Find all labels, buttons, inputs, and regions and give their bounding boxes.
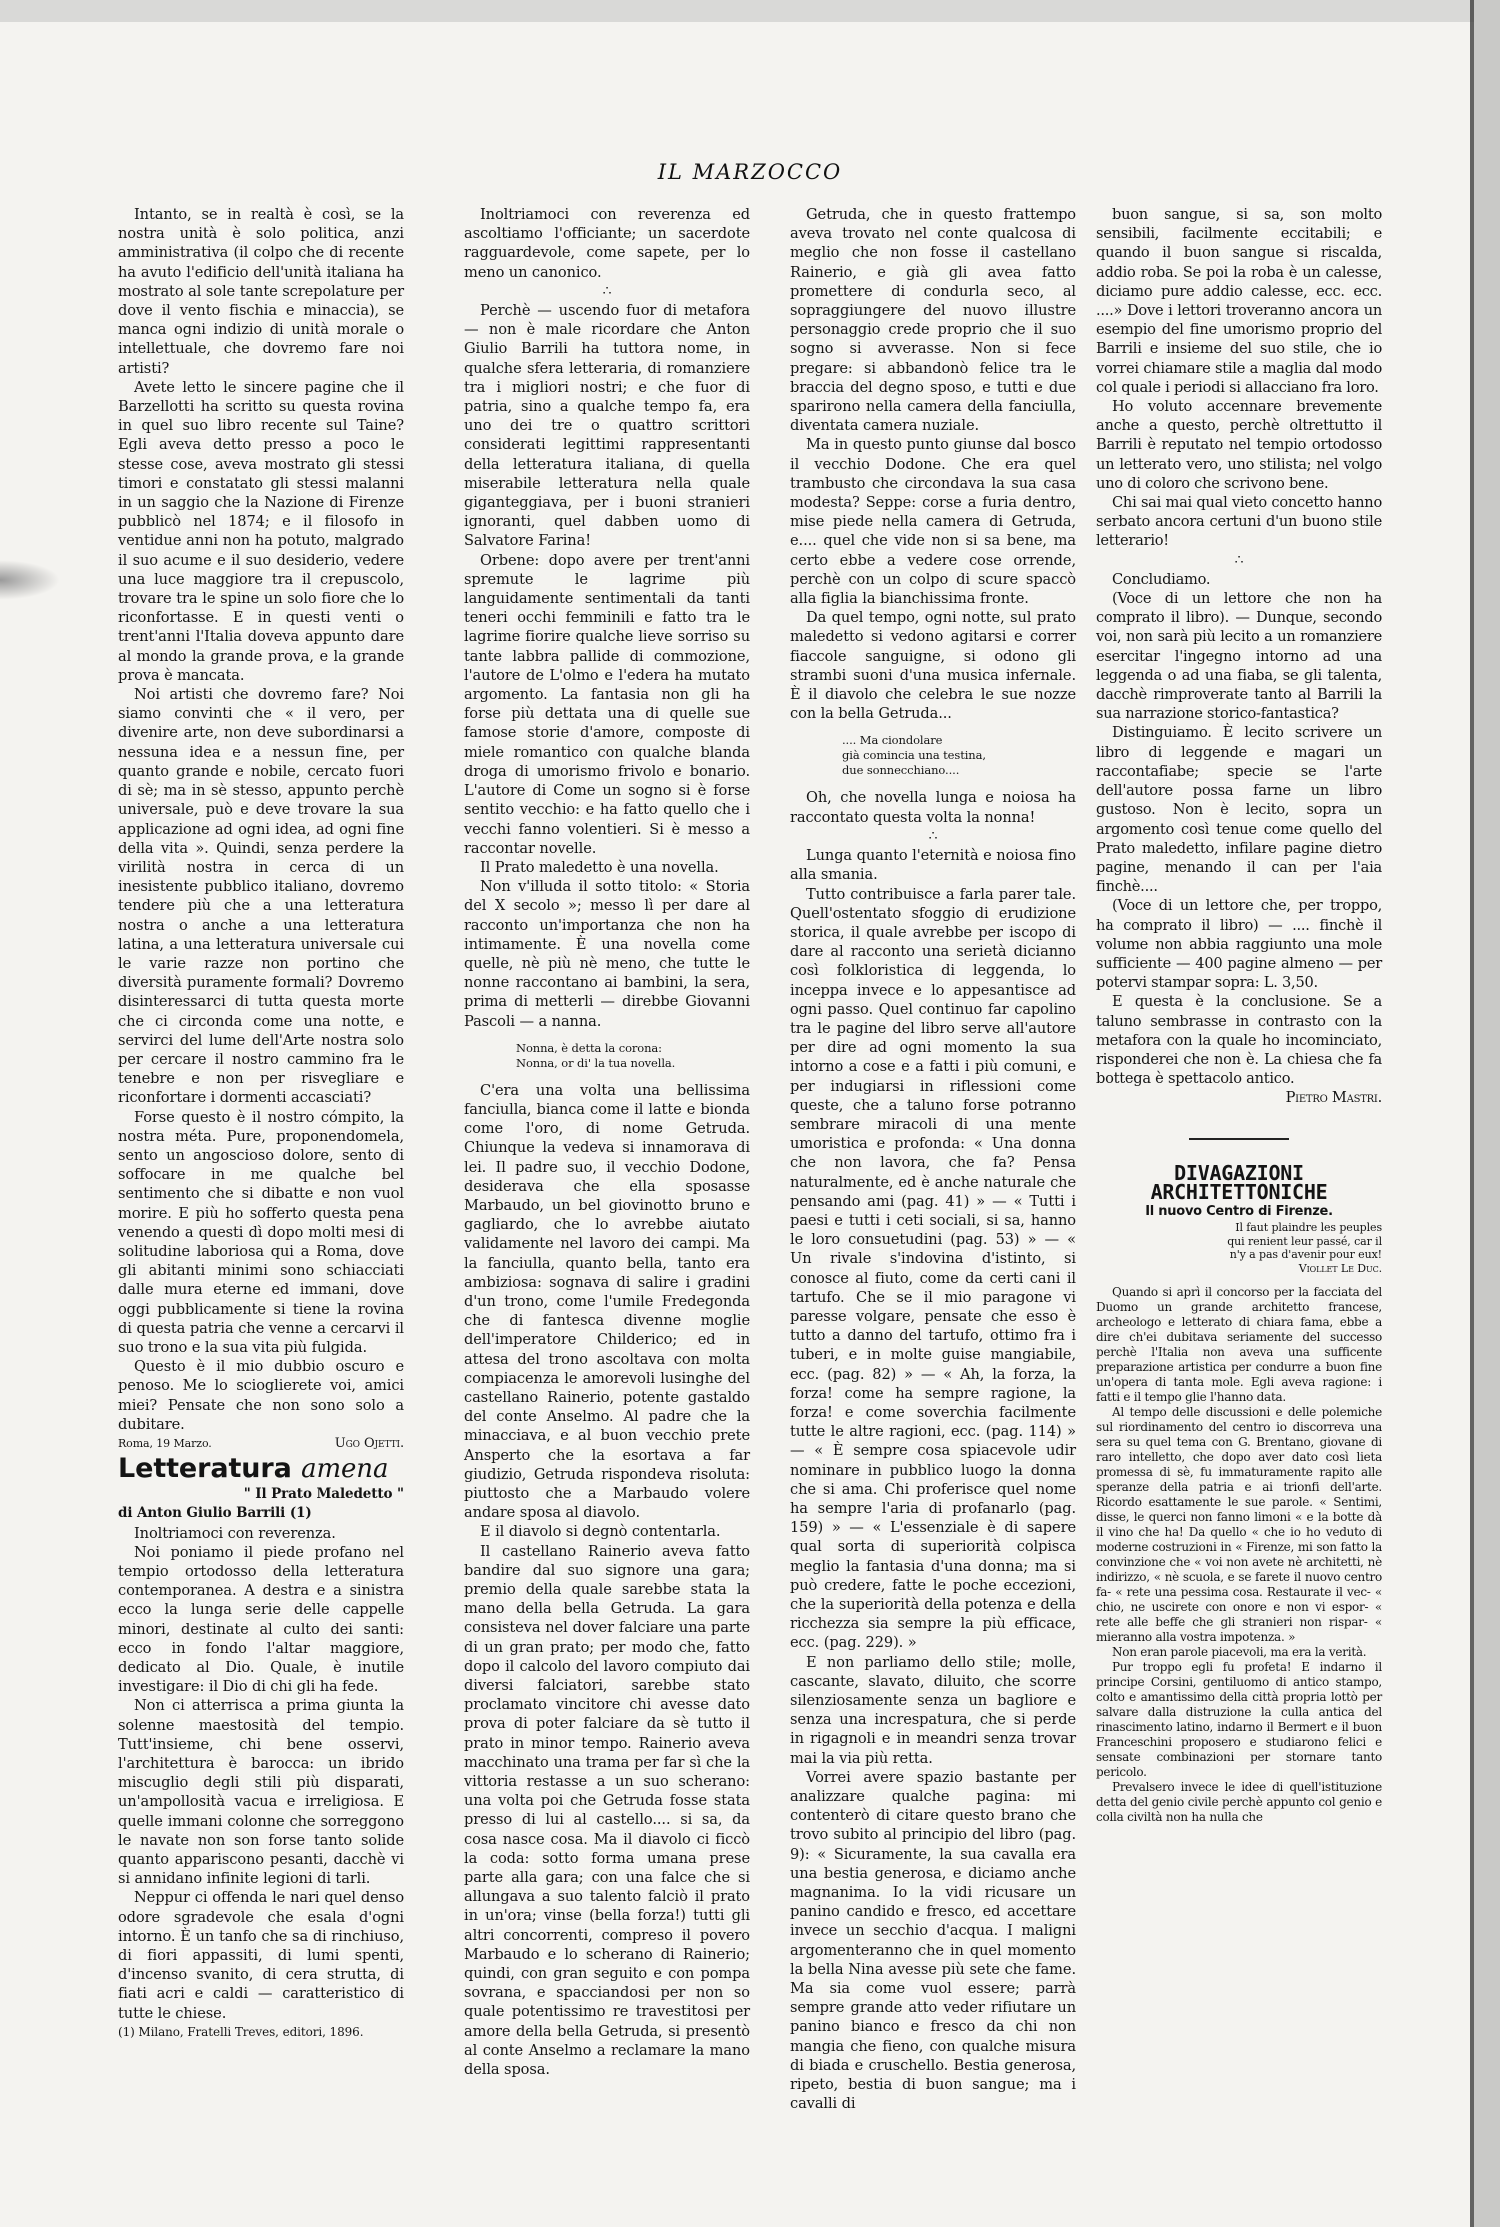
epigraph-line: qui renient leur passé, car il — [1227, 1234, 1382, 1248]
epigraph — [1156, 1221, 1382, 1275]
paragraph: Non eran parole piacevoli, ma era la verità. — [1112, 1645, 1367, 1660]
epigraph-line: n'y a pas d'avenir pour eux! — [1229, 1248, 1382, 1262]
verse-line: Nonna, è detta la corona: — [516, 1040, 662, 1055]
verse-line: già comincia una testina, — [842, 748, 986, 763]
section-title-divagazioni: DIVAGAZIONI ARCHITETTONICHE — [1150, 1160, 1328, 1204]
dateline: Roma, 19 Marzo. — [118, 1437, 212, 1450]
paragraph: Vorrei avere spazio bastante per analizzare qualche pagina: mi contenterò di citare questo brano che trovo subito al principio del libro (pag. 9): « Sicuramente, la sua cavalla era una bestia generosa, e diciamo anche magnanima. Io la vidi ricusare un panino candido e fresco, ed accettare invece un secchio d'acqua. I maligni argomenteranno che in quel momento la bella Nina avesse più sete che fame. Ma sia come vuol essere; parrà sempre grande atto veder rifiutare un panino bianco e fresco da chi non mangia che fieno, con qualche misura di biada e cruschello. Bestia generosa, ripeto, bestia di buon sangue; ma i cavalli di — [790, 1768, 1076, 2113]
section-divider — [1189, 1138, 1289, 1140]
paragraph: Forse questo è il nostro cómpito, la nostra méta. Pure, proponendomela, sento un angoscioso dolore, sento di soffocare in me qualche bel sentimento che si dibatte e non vuol morire. E più ho sofferto questa pena venendo a questi dì dopo molti mesi di solitudine laboriosa qui a Roma, dove gli abitanti minimi sono schiacciati dalle mura eterne ed immani, dove oggi pubblicamente si tiene la rovina di questa patria che venne a cercarvi il suo trono e la sua vita più fulgida. — [118, 1108, 404, 1356]
paragraph: Quando si aprì il concorso per la facciata del Duomo un grande architetto francese, archeologo e letterato di chiara fama, ebbe a dire ch'ei dubitava seriamente del successo perchè l'Italia non aveva una sufficente preparazione artistica per condurre a buon fine un'opera di tanta mole. Egli aveva ragione: i fatti e il tempo glie l'hanno data. — [1096, 1285, 1382, 1405]
paragraph: Da quel tempo, ogni notte, sul prato maledetto si vedono agitarsi e correr fiaccole sanguigne, si odono gli strambi suoni d'una musica infernale. È il diavolo che celebra le sue nozze con la bella Getruda... — [790, 609, 1076, 723]
paragraph: buon sangue, si sa, son molto sensibili, facilmente eccitabili; e quando il buon sangue si riscalda, addio roba. Se poi la roba è un calesse, diciamo pure addio calesse, ecc. ecc. ....» Dove i lettori troveranno ancora un esempio del fine umorismo proprio del Barrili e insieme del suo stile, che io vorrei chiamare stile a maglia dal modo col quale i periodi si allacciano fra loro. — [1096, 206, 1382, 396]
paragraph: Intanto, se in realtà è così, se la nostra unità è solo politica, anzi amministrativa (il colpo che di recente ha avuto l'edificio dell'unità italiana ha mostrato al sole tante screpolature per dove il vento fischia e minaccia), se manca ogni indizio di unità morale o intellettuale, che dovremo fare noi artisti? — [118, 206, 404, 377]
section-title-letteratura — [118, 1453, 404, 1485]
paragraph: Avete letto le sincere pagine che il Barzellotti ha scritto su questa rovina in quel suo libro recente sul Taine? Egli aveva detto presso a poco le stesse cose, aveva mostrato gli stessi timori e constatato gli stessi malanni in un saggio che la Nazione di Firenze pubblicò nel 1874; e il filosofo in ventidue anni non ha potuto, malgrado il suo acume e il suo desiderio, vedere una luce maggiore tra il crepuscolo, trovare tra le spine un solo fiore che lo riconfortasse. E in questi venti o trent'anni l'Italia doveva appunto dare al mondo la grande prova, e la grande prova è mancata. — [118, 378, 404, 684]
article-title: " Il Prato Maledetto " — [243, 1486, 404, 1503]
section-separator: ∴ — [602, 282, 612, 299]
paper-fold-mark — [0, 560, 60, 600]
article-subtitle: Il nuovo Centro di Firenze. — [1145, 1203, 1333, 1219]
paragraph: Il castellano Rainerio aveva fatto bandire dal suo signore una gara; premio della quale sarebbe stata la mano della bella Getruda. La gara consisteva nel dover falciare una parte di un gran prato; per modo che, fatto dopo il calcolo del lavoro compiuto dai diversi falciatori, sarebbe stato proclamato vincitore chi avesse dato prova di poter falciare da sè tutto il prato in minor tempo. Rainerio aveva macchinato una trama per far sì che la vittoria restasse a un suo scherano: una volta poi che Getruda fosse stata presso di lui al castello.... si sa, da cosa nasce cosa. Ma il diavolo ci ficcò la coda: sotto forma umana prese parte alla gara; con una falce che si allungava a suo talento falciò il prato in un'ora; vinse (bella forza!) tutti gli altri concorrenti, compreso il povero Marbaudo e lo scherano di Rainerio; quindi, con gran seguito e con pompa sovrana, e spacciandosi per non so quale potentissimo re travestitosi per amore della bella Getruda, si presentò al conte Anselmo a reclamare la mano della sposa. — [464, 1542, 750, 2079]
paragraph: E il diavolo si degnò contentarla. — [480, 1523, 721, 1541]
section-separator: ∴ — [1234, 551, 1244, 568]
paragraph: E non parliamo dello stile; molle, cascante, slavato, diluito, che scorre silenziosamente senza un bagliore e senza una increspatura, che si perde in rigagnoli e in meandri senza trovar mai la via più retta. — [790, 1653, 1076, 1767]
masthead-title: IL MARZOCCO — [657, 160, 843, 184]
verse-quote — [516, 1041, 750, 1071]
section-separator: ∴ — [928, 827, 938, 844]
paragraph: Tutto contribuisce a farla parer tale. Quell'ostentato sfoggio di erudizione storica, il quale avrebbe per iscopo di dare al racconto una serietà dicianno così folkloristica di leggenda, lo inceppa invece e lo appesantisce ad ogni passo. Quel continuo far capolino tra le pagine del libro serve all'autore per dire ad ogni momento la sua intorno a cose e a fatti i più comuni, e per indugiarsi in riflessioni come queste, che a taluno forse potranno sembrare miracoli di una mente umoristica e profonda: « Una donna che non lavora, che fa? Pensa naturalmente, ed è anche naturale che pensando ami (pag. 41) » — « Tutti i paesi e tutti i ceti sociali, si sa, hanno le loro consuetudini (pag. 53) » — « Un rivale s'indovina d'istinto, si conosce al fiuto, come da certi cani il tartufo. Che se il mio paragone vi paresse volgare, pensate che esso è tutto a danno del tartufo, ottimo fra i tuberi, e in molte guise mangiabile, ecc. (pag. 82) » — « Ah, la forza, la forza! come ha sempre ragione, la forza! e come soverchia facilmente tutte le altre ragioni, ecc. (pag. 114) » — « È sempre cosa spiacevole udir nominare in pubblico luogo la donna che si ama. Chi proferisce quel nome ha sempre l'aria di profanarlo (pag. 159) » — « L'essenziale è di sapere qual sorta di superiorità colpisca meglio la fantasia d'una donna; ma si può credere, fatte le poche eccezioni, che la superiorità della potenza e della ricchezza sia sempre la più efficace, ecc. (pag. 229). » — [790, 885, 1076, 1652]
paragraph: Concludiamo. — [1112, 570, 1211, 588]
paragraph: Lunga quanto l'eternità e noiosa fino alla smania. — [790, 847, 1076, 884]
verse-line: due sonnecchiano.... — [842, 763, 960, 778]
scan-right-edge — [1474, 0, 1500, 2227]
paragraph: Prevalsero invece le idee di quell'istituzione detta del genio civile perchè appunto col genio e colla civiltà non ha nulla che — [1096, 1780, 1382, 1825]
paragraph: Non ci atterrisca a prima giunta la solenne maestosità del tempio. Tutt'insieme, chi bene osservi, l'architettura è barocca: un ibrido miscuglio degli stili più disparati, un'ampollosità vacua e irreligiosa. E quelle immani colonne che sorreggono le navate non son forse tanto solide quanto appariscono pesanti, dacchè vi si annidano infinite legioni di tarli. — [118, 1697, 404, 1888]
paragraph: Distinguiamo. È lecito scrivere un libro di leggende e magari un raccontafiabe; specie se l'arte dell'autore possa farne un libro gustoso. Non è lecito, sopra un argomento così tenue come quello del Prato maledetto, infilare pagine dietro pagine, menando il can per l'aia finchè.... — [1096, 724, 1382, 896]
column-4 — [1096, 205, 1382, 1825]
paragraph: (Voce di un lettore che non ha comprato il libro). — Dunque, secondo voi, non sarà più lecito a un romanziere esercitar l'ingegno intorno ad una leggenda o ad una fiaba, se gli talenta, dacchè rimproverate tanto al Barrili la sua narrazione storico-fantastica? — [1096, 590, 1382, 723]
paragraph: Noi poniamo il piede profano nel tempio ortodosso della letteratura contemporanea. A destra e a sinistra ecco la lunga serie delle cappelle minori, destinate al culto dei santi: ecco in fondo l'altar maggiore, dedicato al Dio. Quale, è inutile investigare: il Dio di chi gli ha fede. — [118, 1543, 404, 1696]
paragraph: Questo è il mio dubbio oscuro e penoso. Me lo scioglierete voi, amici miei? Pensate che non sono solo a dubitare. — [118, 1358, 404, 1433]
paragraph: Pur troppo egli fu profeta! E indarno il principe Corsini, gentiluomo di antico stampo, colto e amantissimo della città propria lottò per salvare dalla distruzione la culla antica del rinascimento latino, indarno il Bermert e il buon Franceschini proposero e studiarono felici e sensate combinazioni per stornare tanto pericolo. — [1096, 1660, 1382, 1780]
paragraph: (Voce di un lettore che, per troppo, ha comprato il libro) — .... finchè il volume non abbia raggiunto una mole sufficiente — 400 pagine almeno — per potervi stampar sopra: L. 3,50. — [1096, 897, 1382, 992]
column-2 — [464, 205, 750, 2079]
author-signature: Pietro Mastri. — [1285, 1089, 1382, 1107]
scan-top-edge — [0, 0, 1500, 22]
paragraph: Ma in questo punto giunse dal bosco il vecchio Dodone. Che era quel trambusto che circondava la sua casa modesta? Seppe: corse a furia dentro, mise piede nella camera di Getruda, e.... quel che vide non si sa bene, ma certo ebbe a vedere cose orrende, perchè con un colpo di scure spaccò alla figlia la bianchissima fronte. — [790, 436, 1076, 608]
footnote: (1) Milano, Fratelli Treves, editori, 1896. — [118, 2024, 364, 2039]
paragraph: Ho voluto accennare brevemente anche a questo, perchè oltrettutto il Barrili è reputato nel tempio ortodosso un letterato vero, uno stilista; nel volgo uno di coloro che scrivono bene. — [1096, 398, 1382, 492]
paragraph: Chi sai mai qual vieto concetto hanno serbato ancora certuni d'un buono stile letterario! — [1096, 494, 1382, 550]
verse-line: Nonna, or di' la tua novella. — [516, 1055, 676, 1070]
section-title-italic: amena — [301, 1454, 389, 1485]
paragraph: E questa è la conclusione. Se a taluno sembrasse in contrasto con la metafora con la quale ho incominciato, risponderei che non è. La chiesa che fa bottega è spettacolo antico. — [1096, 993, 1382, 1088]
paragraph: Oh, che novella lunga e noiosa ha raccontato questa volta la nonna! — [790, 789, 1076, 826]
paragraph: Orbene: dopo avere per trent'anni spremute le lagrime più languidamente sentimentali da tanti teneri occhi femminili e fatto tra le lagrime fiorire qualche lieve sorriso su tante labbra pallide di commozione, l'autore de L'olmo e l'edera ha mutato argomento. La fantasia non gli ha forse più dettata una di quelle sue famose storie d'amore, composte di miele romantico con qualche blanda droga di umorismo frivolo e bonario. L'autore di Come un sogno si è forse sentito vecchio: e ha fatto quello che i vecchi fanno volentieri. Si è messo a raccontar novelle. — [464, 551, 750, 857]
paragraph: Neppur ci offenda le nari quel denso odore sgradevole che esala d'ogni intorno. È un tanfo che sa di rinchiuso, di fiori appassiti, di lumi spenti, d'incenso svanito, di cera strutta, di fiati acri e caldi — caratteristico di tutte le chiese. — [118, 1889, 404, 2022]
paragraph: C'era una volta una bellissima fanciulla, bianca come il latte e bionda come l'oro, di nome Getruda. Chiunque la vedeva si innamorava di lei. Il padre suo, il vecchio Dodone, desiderava che ella sposasse Marbaudo, un bel giovinotto bruno e gagliardo, che lo avrebbe aiutato validamente nel lavoro dei campi. Ma la fanciulla, quanto bella, tanto era ambiziosa: sognava di salire i gradini d'un trono, come l'umile Fredegonda che di fantesca divenne moglie dell'imperatore Childerico; ed in attesa del trono ascoltava con molta compiacenza le amorevoli lusinghe del castellano Rainerio, potente gastaldo del conte Anselmo. Al padre che la minacciava, e al buon vecchio prete Ansperto che la esortava a far giudizio, Getruda rispondeva risoluta: piuttosto che a Marbaudo volere andare sposa al diavolo. — [464, 1081, 750, 1522]
epigraph-author: Viollet Le Duc. — [1298, 1261, 1382, 1275]
paragraph: Inoltriamoci con reverenza. — [134, 1524, 336, 1542]
paragraph: Non v'illuda il sotto titolo: « Storia del X secolo »; messo lì per dare al racconto un'importanza che non ha intimamente. È una novella come quelle, nè più nè meno, che tutte le nonne raccontano ai bambini, la sera, prima di metterli — direbbe Giovanni Pascoli — a nanna. — [464, 878, 750, 1030]
paragraph: Il Prato maledetto è una novella. — [480, 858, 719, 876]
column-3 — [790, 205, 1076, 2114]
column-1 — [118, 205, 404, 2042]
verse-line: .... Ma ciondolare — [842, 733, 943, 748]
paragraph: Noi artisti che dovremo fare? Noi siamo convinti che « il vero, per divenire arte, non deve subordinarsi a nessuna idea e a nessun fine, per quanto grande e nobile, cercato fuori di sè; ma in sè stesso, appunto perchè universale, può e deve trovare la sua applicazione ad ogni idea, ad ogni fine della vita ». Quindi, senza perdere la virilità nostra in cerca di un inesistente pubblico italiano, dovremo tendere più che a una letteratura nostra o anche a una letteratura latina, a una letteratura universale cui le varie razze non portino che diversità puramente formali? Dovremo disinteressarci di tutta questa morte che ci circonda come una notte, e servirci del lume dell'Arte nostra solo per cercare il nostro cammino fra le tenebre e non per risvegliare e riconfortare i dormenti accasciati? — [118, 686, 404, 1107]
paragraph: Inoltriamoci con reverenza ed ascoltiamo l'officiante; un sacerdote ragguardevole, come sapete, per lo meno un canonico. — [464, 206, 750, 281]
verse-quote — [842, 733, 1076, 778]
section-title-text: Letteratura — [118, 1453, 292, 1485]
epigraph-line: Il faut plaindre les peuples — [1235, 1221, 1382, 1235]
dateline-signature — [118, 1434, 404, 1453]
author-signature: Ugo Ojetti. — [334, 1436, 404, 1451]
article-byline: di Anton Giulio Barrili (1) — [118, 1505, 312, 1522]
paragraph: Getruda, che in questo frattempo aveva trovato nel conte qualcosa di meglio che non fosse il castellano Rainerio, e già gli avea fatto promettere di condurla seco, al sopraggiungere del nuovo illustre personaggio crede proprio che il suo sogno si avverasse. Non si fece pregare: si abbandonò felice tra le braccia del degno sposo, e tutti e due sparirono nella camera della fanciulla, diventata camera nuziale. — [790, 206, 1076, 435]
paragraph: Al tempo delle discussioni e delle polemiche sul riordinamento del centro io discorreva una sera su quel tema con G. Brentano, giovane di raro intelletto, che dopo aver dato così lieta promessa di sè, fu immaturamente rapito alle speranze della patria e ai trionfi dell'arte. Ricordo esattamente le sue parole. « Sentimi, disse, le querci non fanno limoni « e la botte dà il vino che ha! Da quello « che io ho veduto di moderne costruzioni in « Firenze, mi son fatto la convinzione che « voi non avete nè architetti, nè indirizzo, « nè scuola, e se farete il nuovo centro fa- « rete una pessima cosa. Restaurate il vec- « chio, ne uscirete con onore e non vi espor- « rete alle beffe che gli stranieri non rispar- « mieranno alla vostra impotenza. » — [1096, 1405, 1382, 1645]
paragraph: Perchè — uscendo fuor di metafora — non è male ricordare che Anton Giulio Barrili ha tuttora nome, in qualche sfera letteraria, di romanziere tra i migliori nostri; e che fuor di patria, sino a qualche tempo fa, era uno dei tre o quattro scrittori considerati legittimi rappresentanti della letteratura italiana, di quella miserabile letteratura nella quale giganteggiava, per i buoni stranieri ignoranti, quel dabben uomo di Salvatore Farina! — [464, 302, 750, 550]
